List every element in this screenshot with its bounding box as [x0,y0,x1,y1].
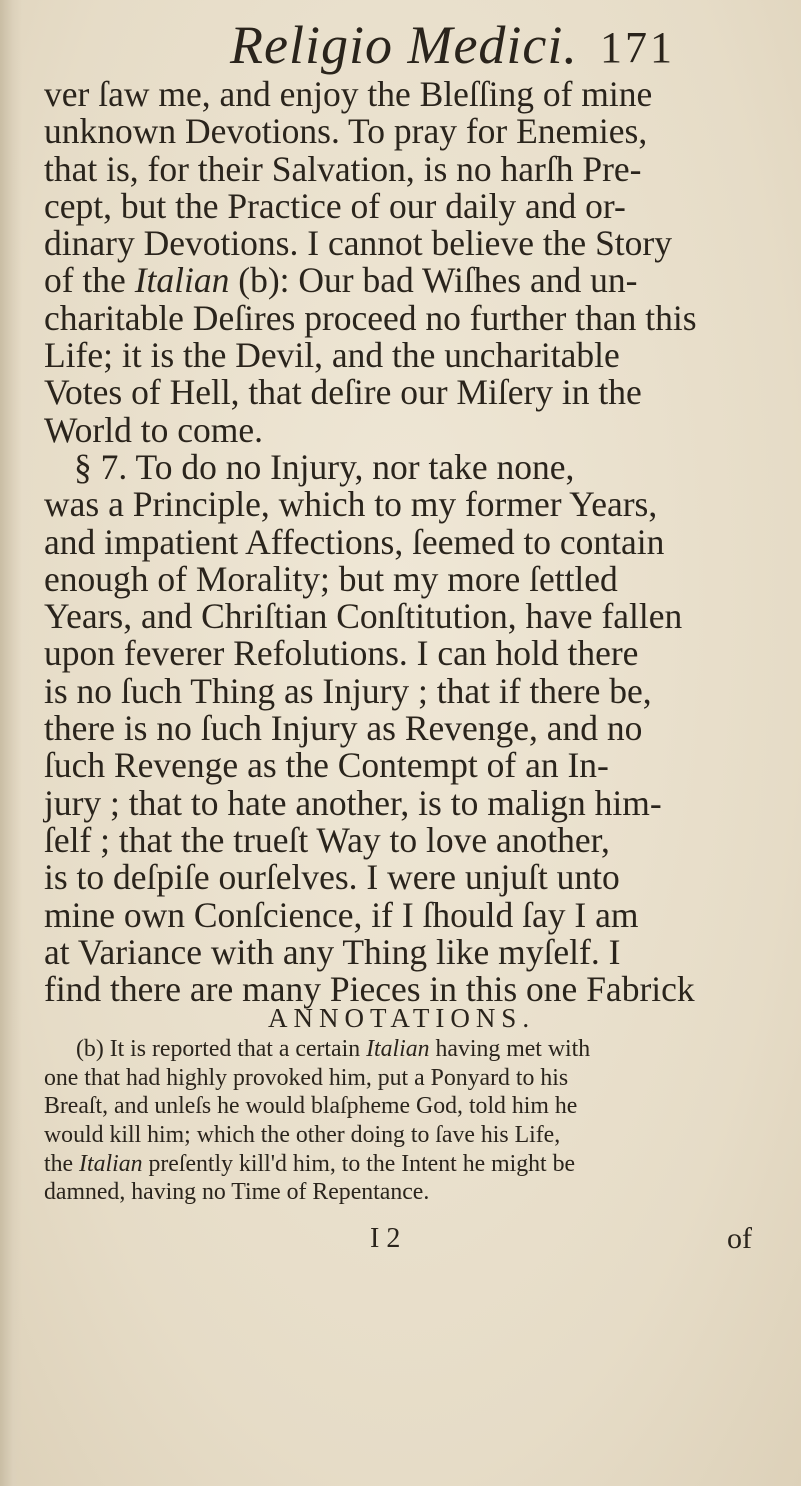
page-number: 171 [600,23,675,72]
text-line: there is no ſuch Injury as Revenge, and no [44,708,643,749]
text-line: enough of Morality; but my more ſettled [44,558,618,599]
text-line: ſuch Revenge as the Contempt of an In- [44,745,609,786]
text-line: upon feverer Refolutions. I can hold there [44,633,639,674]
text-line: is to deſpiſe ourſelves. I were unjuſt unto [44,857,620,898]
annotations-heading: ANNOTATIONS. [268,1003,536,1033]
note-line: one that had highly provoked him, put a Ponyard to his [44,1064,569,1091]
main-text [44,76,784,1008]
text-line: ſelf ; that the trueſt Way to love another, [44,819,610,860]
catchword: of [727,1222,752,1255]
text-line: dinary Devotions. I cannot believe the Story [44,223,672,264]
text-line: mine own Conſcience, if I ſhould ſay I am [44,894,639,935]
text-line: that is, for their Salvation, is no harſh Pre- [44,148,642,189]
text-line: Life; it is the Devil, and the uncharitable [44,335,620,376]
text-line: was a Principle, which to my former Years, [44,484,658,525]
text-line: and impatient Affections, ſeemed to contain [44,521,665,562]
text-line: charitable Deſires proceed no further than this [44,297,697,338]
text-line: find there are many Pieces in this one Fabrick [44,969,695,1010]
page-gutter [0,0,22,1486]
text-line: Votes of Hell, that deſire our Miſery in the [44,372,642,413]
text-line: World to come. [44,409,263,450]
text-line: Years, and Chriſtian Conſtitution, have fallen [44,596,683,637]
note-line: (b) It is reported that a certain Italian having met with [76,1036,591,1062]
note-line: the Italian preſently kill'd him, to the Intent he might be [44,1150,576,1177]
page-header [230,10,790,80]
text-line: at Variance with any Thing like myſelf. I [44,931,621,972]
annotations-text [44,1035,784,1207]
text-line: ver ſaw me, and enjoy the Bleſſing of mine [44,74,653,114]
text-line: of the Italian (b): Our bad Wiſhes and un- [44,260,638,301]
text-line: jury ; that to hate another, is to malign him- [44,782,662,823]
text-line: cept, but the Practice of our daily and or- [44,185,626,226]
note-line: would kill him; which the other doing to ſave his Life, [44,1122,561,1149]
signature-mark: I 2 [370,1223,401,1254]
running-title: Religio Medici. [230,15,578,75]
note-line: damned, having no Time of Repentance. [44,1179,430,1206]
text-line: is no ſuch Thing as Injury ; that if there be, [44,670,652,711]
note-line: Breaſt, and unleſs he would blaſpheme God, told him he [44,1093,578,1120]
text-line: unknown Devotions. To pray for Enemies, [44,111,648,152]
section-heading-line: § 7. To do no Injury, nor take none, [74,446,575,487]
page-footer [0,1221,801,1261]
